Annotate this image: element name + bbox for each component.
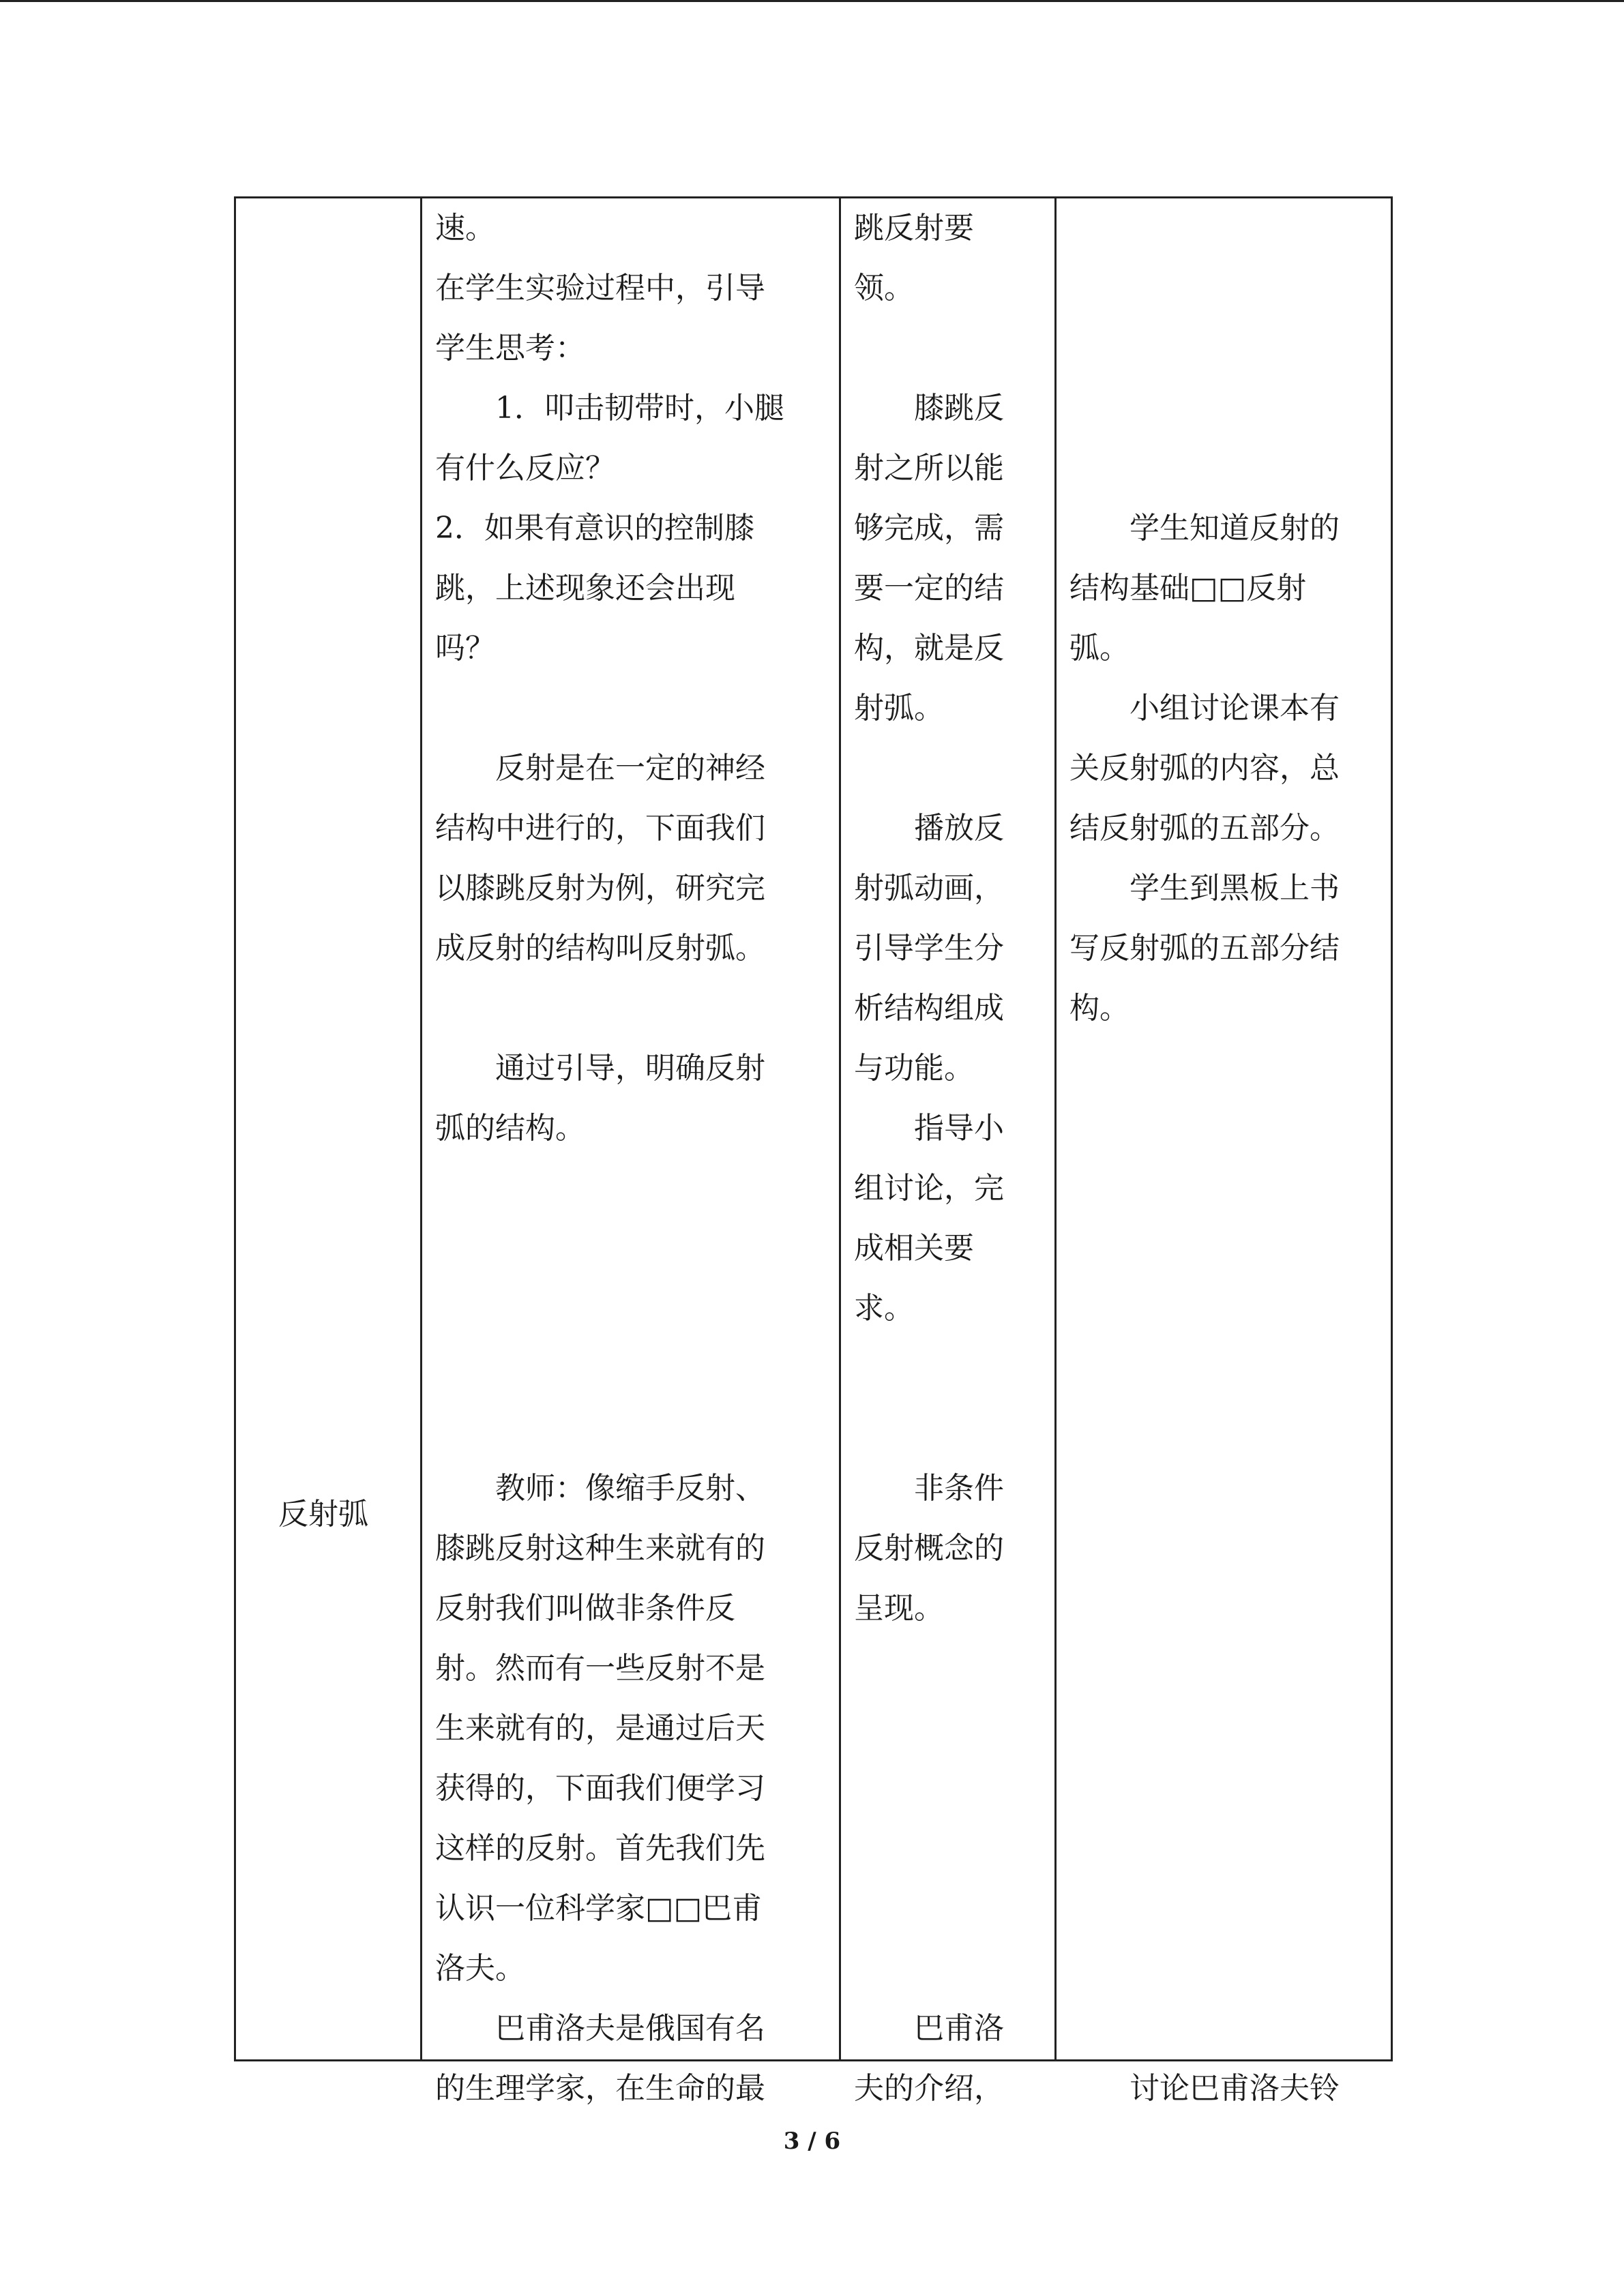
text-line <box>1069 1039 1340 1099</box>
text-line <box>435 1279 784 1339</box>
column-divider-3 <box>1054 198 1057 2059</box>
text-line: 射弧。 <box>854 691 944 726</box>
text-line: 通过引导，明确反射 <box>435 1051 765 1086</box>
text-line <box>1069 1999 1340 2059</box>
text-line <box>854 739 1004 799</box>
text-line <box>854 318 1004 378</box>
text-line: 与功能。 <box>854 1051 974 1086</box>
text-line <box>1069 1399 1340 1459</box>
text-line: 巴甫洛 <box>854 2011 1004 2046</box>
text-line: 生来就有的，是通过后天 <box>435 1711 765 1746</box>
text-line: 反射我们叫做非条件反 <box>435 1591 735 1626</box>
text-line: 认识一位科学家□□巴甫 <box>435 1891 763 1926</box>
text-line: 射弧动画， <box>854 871 1004 906</box>
text-line <box>1069 1879 1340 1939</box>
text-line <box>854 1339 1004 1399</box>
text-line: 关反射弧的内容，总 <box>1069 751 1340 786</box>
text-line: 跳反射要 <box>854 211 974 245</box>
text-line: 膝跳反 <box>854 391 1004 426</box>
text-line: 反射是在一定的神经 <box>435 751 765 786</box>
text-line: 夫的介绍， <box>854 2071 1004 2106</box>
text-line: 弧的结构。 <box>435 1111 585 1146</box>
page-top-border <box>0 0 1624 2</box>
text-line: 结构基础□□反射 <box>1069 571 1307 606</box>
text-line: 要一定的结 <box>854 571 1004 606</box>
row-label-reflex-arc: 反射弧 <box>278 1497 368 1532</box>
teacher-activity-column <box>435 198 784 2119</box>
text-line <box>854 1759 1004 1819</box>
text-line <box>1069 1819 1340 1879</box>
text-line <box>854 1399 1004 1459</box>
student-activity-column <box>1069 198 1340 2119</box>
text-line: 的生理学家，在生命的最 <box>435 2071 765 2106</box>
text-line: 结构中进行的，下面我们 <box>435 811 765 846</box>
text-line: 射之所以能 <box>854 451 1004 486</box>
text-line: 巴甫洛夫是俄国有名 <box>435 2011 765 2046</box>
text-line: 构，就是反 <box>854 631 1004 666</box>
text-line: 这样的反射。首先我们先 <box>435 1831 765 1866</box>
text-line <box>854 1639 1004 1699</box>
text-line: 2．如果有意识的控制膝 <box>435 511 754 546</box>
text-line <box>1069 1279 1340 1339</box>
design-intent-column <box>854 198 1004 2119</box>
text-line: 结反射弧的五部分。 <box>1069 811 1340 846</box>
column-divider-1 <box>420 198 422 2059</box>
text-line: 非条件 <box>854 1471 1004 1506</box>
text-line <box>1069 1219 1340 1279</box>
text-line <box>1069 438 1340 498</box>
text-line: 以膝跳反射为例，研究完 <box>435 871 765 906</box>
text-line <box>854 1699 1004 1759</box>
text-line: 播放反 <box>854 811 1004 846</box>
text-line: 膝跳反射这种生来就有的 <box>435 1531 765 1566</box>
text-line <box>1069 1639 1340 1699</box>
lesson-table <box>234 196 1393 2106</box>
text-line: 构。 <box>1069 991 1130 1026</box>
text-line <box>1069 1699 1340 1759</box>
text-line <box>1069 1099 1340 1159</box>
text-line: 讨论巴甫洛夫铃 <box>1069 2071 1340 2106</box>
text-line: 1．叩击韧带时，小腿 <box>435 391 784 426</box>
text-line <box>435 1159 784 1219</box>
text-line: 够完成，需 <box>854 511 1004 546</box>
text-line <box>1069 198 1340 258</box>
text-line <box>1069 318 1340 378</box>
text-line <box>854 1939 1004 1999</box>
text-line <box>1069 378 1340 438</box>
text-line: 学生到黑板上书 <box>1069 871 1340 906</box>
text-line: 引导学生分 <box>854 931 1004 966</box>
text-line: 写反射弧的五部分结 <box>1069 931 1340 966</box>
text-line: 领。 <box>854 271 914 305</box>
text-line <box>1069 1519 1340 1579</box>
text-line <box>435 979 784 1039</box>
text-line: 洛夫。 <box>435 1951 525 1986</box>
text-line: 小组讨论课本有 <box>1069 691 1340 726</box>
text-line: 弧。 <box>1069 631 1130 666</box>
text-line <box>435 1339 784 1399</box>
text-line: 在学生实验过程中，引导 <box>435 271 765 305</box>
text-line: 吗？ <box>435 631 495 666</box>
text-line <box>435 1219 784 1279</box>
text-line <box>1069 1159 1340 1219</box>
text-line: 呈现。 <box>854 1591 944 1626</box>
text-line: 跳，上述现象还会出现 <box>435 571 735 606</box>
text-line: 求。 <box>854 1291 914 1326</box>
text-line: 学生思考： <box>435 331 585 366</box>
text-line: 有什么反应？ <box>435 451 615 486</box>
text-line: 成反射的结构叫反射弧。 <box>435 931 765 966</box>
text-line <box>1069 1759 1340 1819</box>
text-line: 速。 <box>435 211 495 245</box>
text-line: 反射概念的 <box>854 1531 1004 1566</box>
text-line <box>854 1879 1004 1939</box>
text-line <box>1069 1939 1340 1999</box>
text-line <box>854 1819 1004 1879</box>
text-line <box>1069 1339 1340 1399</box>
text-line: 射。然而有一些反射不是 <box>435 1651 765 1686</box>
text-line: 组讨论，完 <box>854 1171 1004 1206</box>
text-line: 析结构组成 <box>854 991 1004 1026</box>
text-line <box>1069 1579 1340 1639</box>
text-line: 指导小 <box>854 1111 1004 1146</box>
column-divider-2 <box>839 198 841 2059</box>
text-line: 获得的，下面我们便学习 <box>435 1771 765 1806</box>
text-line: 成相关要 <box>854 1231 974 1266</box>
text-line <box>1069 258 1340 318</box>
text-line <box>435 1399 784 1459</box>
text-line: 教师：像缩手反射、 <box>435 1471 765 1506</box>
text-line: 学生知道反射的 <box>1069 511 1340 546</box>
text-line <box>1069 1459 1340 1519</box>
page-number: 3 / 6 <box>783 2128 841 2155</box>
text-line <box>435 679 784 739</box>
